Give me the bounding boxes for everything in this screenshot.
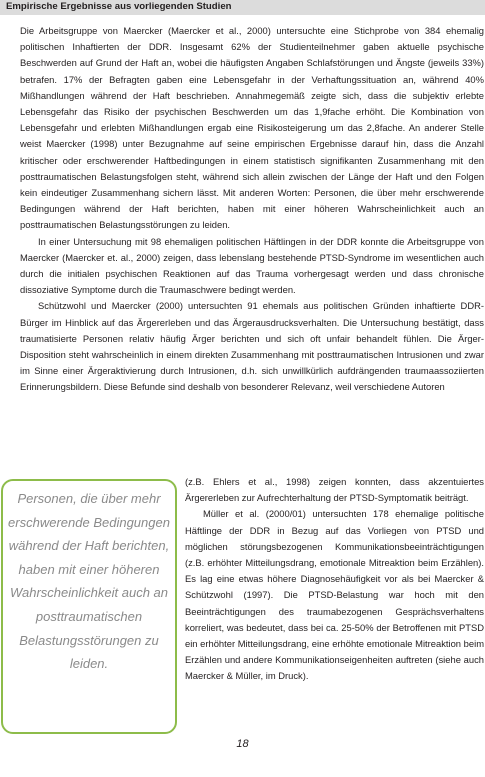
paragraph: Müller et al. (2000/01) untersuchten 178 ehemalige politische Häftlinge der DDR in Bezug auf das Vorliegen von PTSD und möglichen störungsbezogenen Kommunikationsbeeinträchtigungen (z.B. erhöhter Mitteilungsdrang, emotionale Mitreaktion beim Erzählen). Es lag eine etwas höhere Diagnosehäufigkeit vor als bei Maercker & Schützwohl (1997). Die PTSD-Belastung war hoch mit den Beeinträchtigungen des traumabezogenen Gesprächsverhaltens korreliert, was bedeutet, dass bei ca. 25-50% der Betroffenen mit PTSD ein erhöhter Mitteilungsdrang, eine erhöhte emotionale Mitreaktion beim Erzählen und andere Kommunikationseigenheiten auftreten (siehe auch Maercker & Müller, im Druck). (185, 508, 484, 682)
body-text-main (20, 23, 484, 396)
page-number: 18 (236, 738, 249, 750)
pull-quote-box (1, 479, 177, 734)
paragraph: Die Arbeitsgruppe von Maercker (Maercker et al., 2000) untersuchte eine Stichprobe von 384 ehemalig politischen Inhaftierten der DDR. Insgesamt 62% der Studienteilnehmer gaben aktuelle psychische Beschwerden auf Grund der Haft an, wobei die häufigsten Angaben Schlafstörungen und Ängste (jeweils 33%) betrafen. 17% der Befragten gaben eine Lebensgefahr in der Verhaftungssituation an, während 40% Mißhandlungen während der Haft beschrieben. Annahmegemäß zeigte sich, dass die subjektiv erlebte Lebensgefahr das Risiko der psychischen Beschwerden um das 1,9fache erhöht. Die Kombination von Lebensgefahr und erlebten Mißhandlungen ergab eine Risikosteigerung um das 2,8fache. An anderer Stelle weist Maercker (1998) unter Bezugnahme auf seine empirischen Ergebnisse darauf hin, dass die Anzahl kritischer oder erschwerender Haftbedingungen in einem statistisch signifikanten Zusammenhang mit den posttraumatischen Belastungsfolgen steht, während sich allein zwischen der Länge der Haft und den Folgen kein eindeutiger Zusammenhang sichern lässt. Mit anderen Worten: Personen, die über mehr erschwerende Bedingungen während der Haft berichten, haben mit einer höheren Wahrscheinlichkeit auch an posttraumatischen Belastungsstörungen zu leiden. (20, 25, 484, 231)
running-header (0, 0, 485, 15)
paragraph: Schützwohl und Maercker (2000) untersuchten 91 ehemals aus politischen Gründen inhaftierte DDR-Bürger im Hinblick auf das Ärgererleben und das Ärgerausdrucksverhalten. Die Untersuchung bestätigt, dass traumatisierte Personen relativ häufig Ärger berichten und sich oft unfair behandelt fühlen. Die Ärger-Disposition steht wahrscheinlich in einem direkten Zusammenhang mit posttraumatischen Intrusionen und zwar im Sinne einer Ärgeraktivierung durch Intrusionen, d.h. sich unwillkürlich aufdrängenden traumaassoziierten Erinnerungsbildern. Diese Befunde sind deshalb von besonderer Relevanz, weil verschiedene Autoren (20, 300, 484, 393)
body-text-side-column (185, 474, 484, 685)
paragraph: (z.B. Ehlers et al., 1998) zeigen konnten, dass akzentuiertes Ärgererleben zur Aufrechterhaltung der PTSD-Symptomatik beiträgt. (185, 476, 484, 504)
pull-quote-text: Personen, die über mehr erschwerende Bedingungen während der Haft berichten, haben mit einer höheren Wahrscheinlichkeit auch an posttraumatischen Belastungsstörungen zu leiden. (8, 491, 170, 672)
running-header-title: Empirische Ergebnisse aus vorliegenden Studien (6, 1, 232, 12)
paragraph: In einer Untersuchung mit 98 ehemaligen politischen Häftlingen in der DDR konnte die Arbeitsgruppe von Maercker (Maercker et. al., 2000) zeigen, dass lebenslang bestehende PTSD-Syndrome im wesentlichen auch durch die initialen psychischen Reaktionen auf das Trauma vorhergesagt werden und dass chronische dissoziative Symptome durch die Traumaschwere bedingt werden. (20, 235, 484, 296)
